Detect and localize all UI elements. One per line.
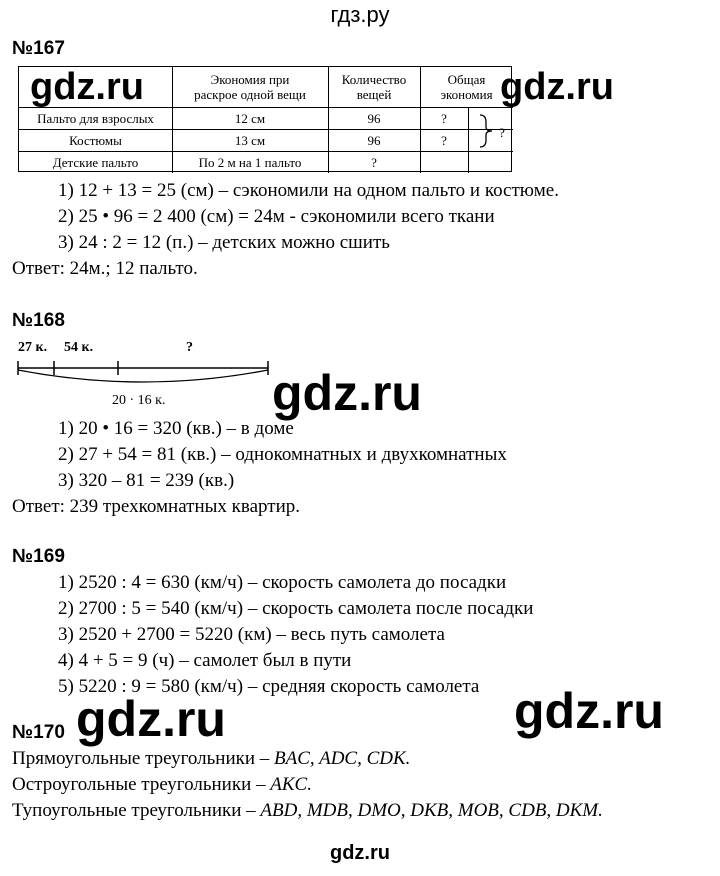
p169-step-2: 2) 2700 : 5 = 540 (км/ч) – скорость самолета после посадки: [58, 598, 534, 619]
watermark-logo: gdz.ru: [500, 66, 614, 108]
brace-icon: [477, 113, 497, 149]
problem-167-number: №167: [12, 38, 65, 59]
site-header: гдз.ру: [330, 2, 390, 27]
watermark-logo: gdz.ru: [514, 683, 664, 739]
table-row-3-economy: По 2 м на 1 пальто: [198, 155, 302, 170]
p170-line-1: Прямоугольные треугольники – BAC, ADC, CDK.: [12, 748, 411, 769]
p168-step-3: 3) 320 – 81 = 239 (кв.): [58, 470, 235, 491]
p168-answer: Ответ: 239 трехкомнатных квартир.: [12, 496, 300, 517]
problem-169-number: №169: [12, 546, 65, 567]
table-row-2-quantity: 96: [367, 133, 381, 148]
table-row-2-total: ?: [441, 133, 447, 148]
table-row-1-quantity: 96: [367, 111, 381, 126]
p169-step-1: 1) 2520 : 4 = 630 (км/ч) – скорость самолета до посадки: [58, 572, 507, 593]
segment-label-unknown: ?: [186, 340, 193, 355]
header-economy-per-item: Экономия при раскрое одной вещи: [194, 72, 306, 102]
table-row-2-label: Костюмы: [69, 133, 122, 148]
table-row-1-total: ?: [441, 111, 447, 126]
site-footer: gdz.ru: [330, 842, 390, 864]
problem-168-number: №168: [12, 310, 65, 331]
p169-step-3: 3) 2520 + 2700 = 5220 (км) – весь путь самолета: [58, 624, 445, 645]
p167-step-1: 1) 12 + 13 = 25 (см) – сэкономили на одном пальто и костюме.: [58, 180, 559, 201]
segment-label-27: 27 к.: [18, 340, 48, 355]
table-row-2-economy: 13 см: [234, 133, 266, 148]
segment-diagram: [14, 358, 274, 388]
brace-question: ?: [499, 125, 505, 140]
p169-step-5: 5) 5220 : 9 = 580 (км/ч) – средняя скорость самолета: [58, 676, 480, 697]
p170-line-2: Остроугольные треугольники – AKC.: [12, 774, 312, 795]
table-row-1-label: Пальто для взрослых: [37, 111, 154, 126]
watermark-logo: gdz.ru: [76, 691, 226, 747]
watermark-logo: gdz.ru: [272, 365, 422, 421]
p167-answer: Ответ: 24м.; 12 пальто.: [12, 258, 198, 279]
p168-step-1: 1) 20 • 16 = 320 (кв.) – в доме: [58, 418, 294, 439]
header-quantity: Количество вещей: [341, 72, 407, 102]
header-total-economy: Общая экономия: [440, 72, 493, 102]
table-row-3-label: Детские пальто: [52, 155, 139, 170]
problem-170-number: №170: [12, 722, 65, 743]
total-label: 20 · 16 к.: [112, 393, 166, 408]
p169-step-4: 4) 4 + 5 = 9 (ч) – самолет был в пути: [58, 650, 352, 671]
table-row-1-economy: 12 см: [234, 111, 266, 126]
table-row-3-quantity: ?: [371, 155, 377, 170]
watermark-logo: gdz.ru: [30, 66, 144, 108]
p170-line-3: Тупоугольные треугольники – ABD, MDB, DMO, DKB, MOB, CDB, DKM.: [12, 800, 603, 821]
p167-step-3: 3) 24 : 2 = 12 (п.) – детских можно сшить: [58, 232, 390, 253]
p167-step-2: 2) 25 • 96 = 2 400 (см) = 24м - сэкономили всего ткани: [58, 206, 495, 227]
p168-step-2: 2) 27 + 54 = 81 (кв.) – однокомнатных и двухкомнатных: [58, 444, 507, 465]
segment-label-54: 54 к.: [64, 340, 94, 355]
